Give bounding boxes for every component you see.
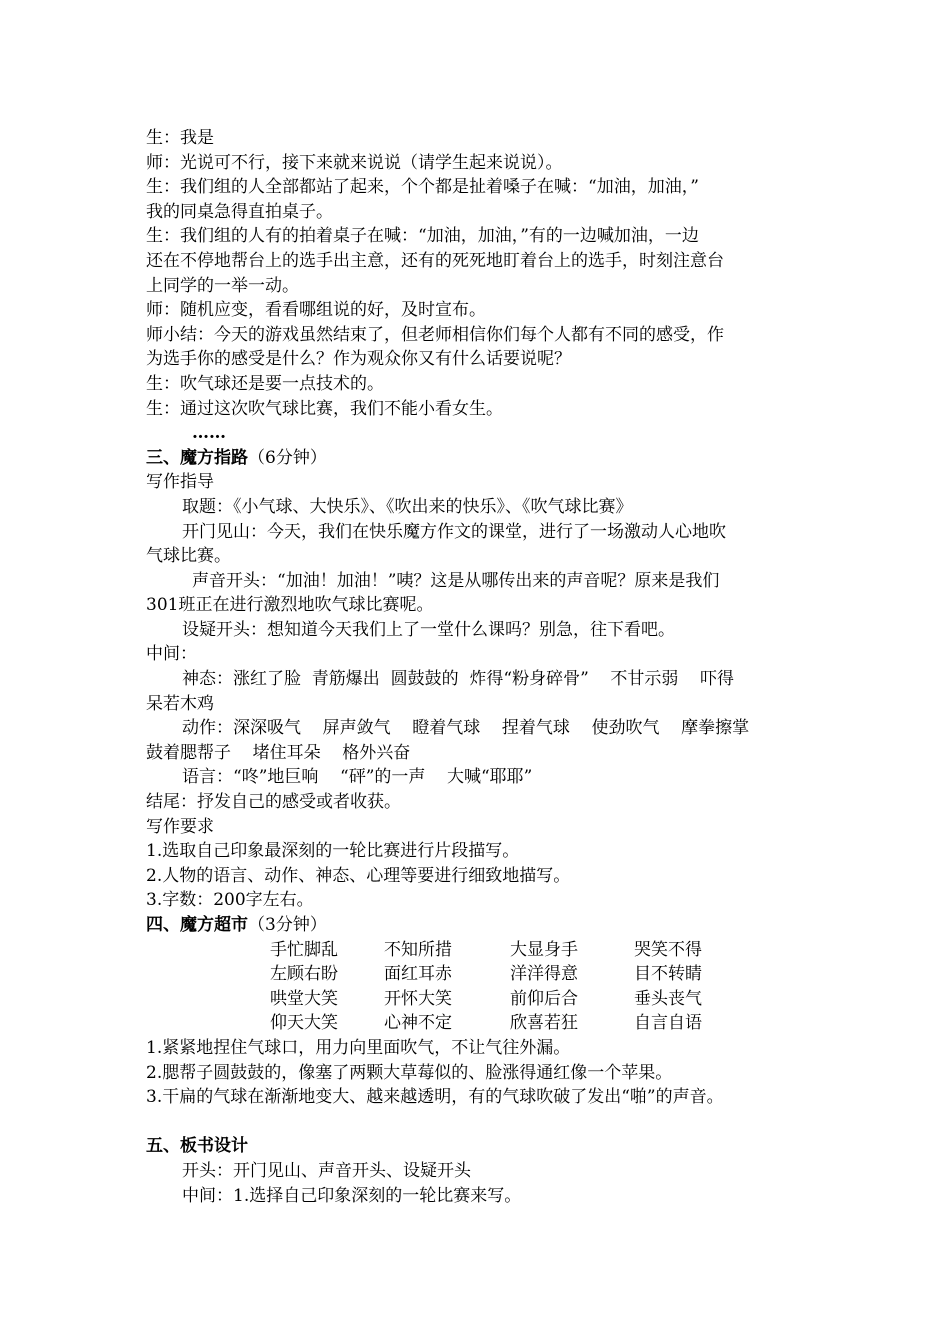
section-3-time: （6分钟）	[248, 447, 327, 468]
writing-guide-title: 写作指导	[146, 472, 214, 493]
idiom-row	[146, 987, 826, 1012]
sample-sentence: 1.紧紧地捏住气球口，用力向里面吹气，不让气往外漏。	[146, 1037, 571, 1058]
idiom: 大显身手	[510, 939, 578, 960]
idiom: 洋洋得意	[510, 964, 578, 985]
section-4-title: 四、魔方超市	[146, 915, 248, 935]
idiom: 面红耳赤	[384, 964, 452, 985]
writing-requirements-title: 写作要求	[146, 816, 214, 837]
opening-sound-cont: 301班正在进行激烈地吹气球比赛呢。	[146, 595, 434, 616]
middle-label: 中间：	[146, 644, 197, 665]
idiom: 目不转睛	[634, 964, 702, 985]
idiom: 欣喜若狂	[510, 1013, 578, 1034]
board-opening: 开头：开门见山、声音开头、设疑开头	[182, 1160, 471, 1181]
dialogue-line: 师：随机应变，看看哪组说的好，及时宣布。	[146, 300, 486, 321]
opening-question: 设疑开头：想知道今天我们上了一堂什么课吗？别急，往下看吧。	[182, 619, 675, 640]
dialogue-line: 生：我是	[146, 128, 214, 148]
idiom: 手忙脚乱	[270, 939, 338, 960]
opening-direct: 开门见山：今天，我们在快乐魔方作文的课堂，进行了一场激动人心地吹	[182, 521, 726, 542]
idiom: 前仰后合	[510, 988, 578, 1009]
idiom: 心神不定	[384, 1013, 452, 1034]
idiom: 自言自语	[634, 1013, 702, 1034]
dialogue-line: 我的同桌急得直拍桌子。	[146, 201, 333, 222]
document-page	[146, 126, 826, 1208]
dialogue-line: 师小结：今天的游戏虽然结束了，但老师相信你们每个人都有不同的感受，作	[146, 324, 724, 345]
action-words-cont: 鼓着腮帮子 堵住耳朵 格外兴奋	[146, 742, 411, 763]
idiom-row	[146, 1011, 826, 1036]
idiom: 哄堂大笑	[270, 988, 338, 1009]
ending-line: 结尾：抒发自己的感受或者收获。	[146, 792, 401, 813]
idiom: 垂头丧气	[634, 988, 702, 1009]
action-words: 动作：深深吸气 屏声敛气 瞪着气球 捏着气球 使劲吹气 摩拳擦掌	[182, 718, 750, 739]
section-4-time: （3分钟）	[248, 915, 327, 935]
opening-sound: 声音开头：“加油！加油！”咦？这是从哪传出来的声音呢？原来是我们	[192, 570, 720, 591]
requirement-item: 2.人物的语言、动作、神态、心理等要进行细致地描写。	[146, 865, 571, 886]
idiom: 左顾右盼	[270, 964, 338, 985]
expression-words-cont: 呆若木鸡	[146, 693, 214, 714]
sample-sentence: 2.腮帮子圆鼓鼓的，像塞了两颗大草莓似的、脸涨得通红像一个苹果。	[146, 1062, 673, 1083]
dialogue-line: 生：我们组的人全部都站了起来，个个都是扯着嗓子在喊：“加油，加油，”	[146, 177, 699, 198]
dialogue-line: 为选手你的感受是什么？作为观众你又有什么话要说呢？	[146, 349, 571, 370]
idiom-row	[146, 938, 826, 963]
title-options: 取题：《小气球、大快乐》、《吹出来的快乐》、《吹气球比赛》	[182, 496, 633, 517]
dialogue-line: 还在不停地帮台上的选手出主意，还有的死死地盯着台上的选手，时刻注意台	[146, 250, 724, 271]
board-middle: 中间：1.选择自己印象深刻的一轮比赛来写。	[182, 1185, 522, 1206]
dialogue-line: 生：我们组的人有的拍着桌子在喊：“加油，加油，”有的一边喊加油，一边	[146, 226, 699, 247]
dialogue-line: 生：吹气球还是要一点技术的。	[146, 373, 384, 394]
expression-words: 神态：涨红了脸 青筋爆出 圆鼓鼓的 炸得“粉身碎骨” 不甘示弱 吓得	[182, 669, 735, 690]
section-3-title: 三、魔方指路	[146, 447, 248, 468]
idiom: 开怀大笑	[384, 988, 452, 1009]
dialogue-line: 师：光说可不行，接下来就来说说（请学生起来说说）。	[146, 152, 563, 173]
requirement-item: 3.字数：200字左右。	[146, 890, 314, 911]
idiom-row	[146, 962, 826, 987]
section-3-heading	[146, 446, 826, 471]
language-words: 语言：“咚”地巨响 “砰”的一声 大喊“耶耶”	[182, 767, 533, 788]
ellipsis: ……	[192, 423, 226, 444]
sample-sentence: 3.干扁的气球在渐渐地变大、越来越透明，有的气球吹破了发出“啪”的声音。	[146, 1087, 724, 1108]
dialogue-line: 上同学的一举一动。	[146, 275, 299, 296]
idiom: 仰天大笑	[270, 1013, 338, 1034]
opening-direct-cont: 气球比赛。	[146, 546, 231, 567]
spacer	[146, 1110, 826, 1135]
section-5-heading: 五、板书设计	[146, 1136, 248, 1157]
requirement-item: 1.选取自己印象最深刻的一轮比赛进行片段描写。	[146, 841, 520, 862]
section-4-heading	[146, 913, 826, 938]
dialogue-line: 生：通过这次吹气球比赛，我们不能小看女生。	[146, 398, 503, 419]
idiom: 不知所措	[384, 939, 452, 960]
idiom: 哭笑不得	[634, 939, 702, 960]
